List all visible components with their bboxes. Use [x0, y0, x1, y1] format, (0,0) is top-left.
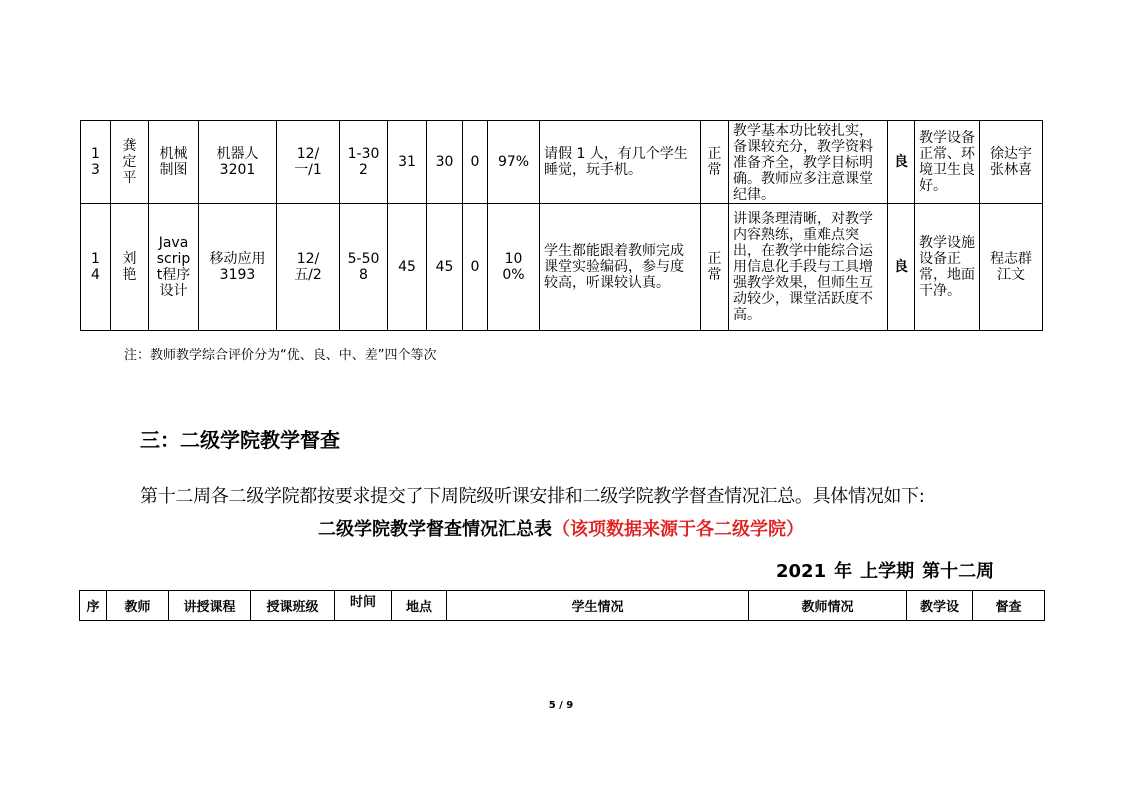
header-cell: 教学设 [907, 591, 973, 621]
cell-period: 5-508 [340, 204, 388, 331]
cell-absent: 0 [463, 204, 488, 331]
cell-teaching-situation: 教学基本功比较扎实，备课较充分，教学资料准备齐全，教学目标明确。教师应多注意课堂纪律。 [729, 121, 888, 204]
header-cell: 教师 [107, 591, 169, 621]
inspector-name: 程志群 [990, 251, 1032, 267]
cell-class: 移动应用3193 [199, 204, 277, 331]
header-cell: 讲授课程 [169, 591, 251, 621]
cell-present: 45 [427, 204, 463, 331]
cell-student-situation: 请假 1 人，有几个学生睡觉，玩手机。 [540, 121, 701, 204]
summary-table [79, 590, 1045, 621]
header-cell: 时间 [335, 591, 392, 621]
cell-enrolled: 31 [388, 121, 427, 204]
header-cell: 授课班级 [251, 591, 335, 621]
cell-discipline: 正常 [701, 204, 729, 331]
cell-no: 14 [81, 204, 111, 331]
cell-class: 机器人3201 [199, 121, 277, 204]
cell-grade: 良 [888, 204, 915, 331]
evaluation-note: 注：教师教学综合评价分为“优、良、中、差”四个等次 [124, 348, 437, 363]
term-week: 第十二周 [922, 561, 995, 582]
header-cell: 督查 [973, 591, 1045, 621]
table-header-row [80, 591, 1045, 621]
cell-rate: 97% [488, 121, 540, 204]
inspection-table [80, 120, 1043, 331]
cell-absent: 0 [463, 121, 488, 204]
term-year-unit: 年 [834, 561, 853, 582]
cell-inspectors [980, 121, 1043, 204]
cell-teacher: 刘艳 [111, 204, 149, 331]
cell-rate: 100% [488, 204, 540, 331]
header-cell: 序 [80, 591, 107, 621]
term-semester: 上学期 [860, 561, 915, 582]
inspector-name: 张林喜 [990, 162, 1032, 178]
header-cell: 教师情况 [749, 591, 907, 621]
summary-title-text: 二级学院教学督查情况汇总表 [318, 519, 552, 540]
cell-teacher: 龚定平 [111, 121, 149, 204]
cell-student-situation: 学生都能跟着教师完成课堂实验编码，参与度较高，听课较认真。 [540, 204, 701, 331]
inspector-name: 江文 [997, 267, 1025, 283]
cell-grade: 良 [888, 121, 915, 204]
cell-date: 12/五/2 [277, 204, 340, 331]
table-row [81, 204, 1043, 331]
table-row [81, 121, 1043, 204]
intro-paragraph: 第十二周各二级学院都按要求提交了下周院级听课安排和二级学院教学督查情况汇总。具体情况如下: [140, 486, 925, 507]
summary-title-note: （该项数据来源于各二级学院） [552, 519, 804, 540]
cell-enrolled: 45 [388, 204, 427, 331]
inspector-name: 徐达宇 [990, 146, 1032, 162]
cell-no: 13 [81, 121, 111, 204]
cell-teaching-situation: 讲课条理清晰，对教学内容熟练，重难点突出，在教学中能综合运用信息化手段与工具增强教学效果，但师生互动较少，课堂活跃度不高。 [729, 204, 888, 331]
cell-present: 30 [427, 121, 463, 204]
cell-course: 机械制图 [149, 121, 199, 204]
cell-facility: 教学设备正常、环境卫生良好。 [915, 121, 980, 204]
term-label [776, 557, 1002, 583]
cell-period: 1-302 [340, 121, 388, 204]
cell-facility: 教学设施设备正常，地面干净。 [915, 204, 980, 331]
term-year: 2021 [776, 561, 827, 582]
page-number: 5 / 9 [548, 700, 574, 711]
cell-course: Javascript程序设计 [149, 204, 199, 331]
header-cell: 学生情况 [447, 591, 749, 621]
header-cell: 地点 [392, 591, 447, 621]
cell-date: 12/一/1 [277, 121, 340, 204]
cell-inspectors [980, 204, 1043, 331]
cell-discipline: 正常 [701, 121, 729, 204]
summary-title [0, 515, 1122, 541]
section-heading: 三：二级学院教学督查 [140, 428, 340, 452]
